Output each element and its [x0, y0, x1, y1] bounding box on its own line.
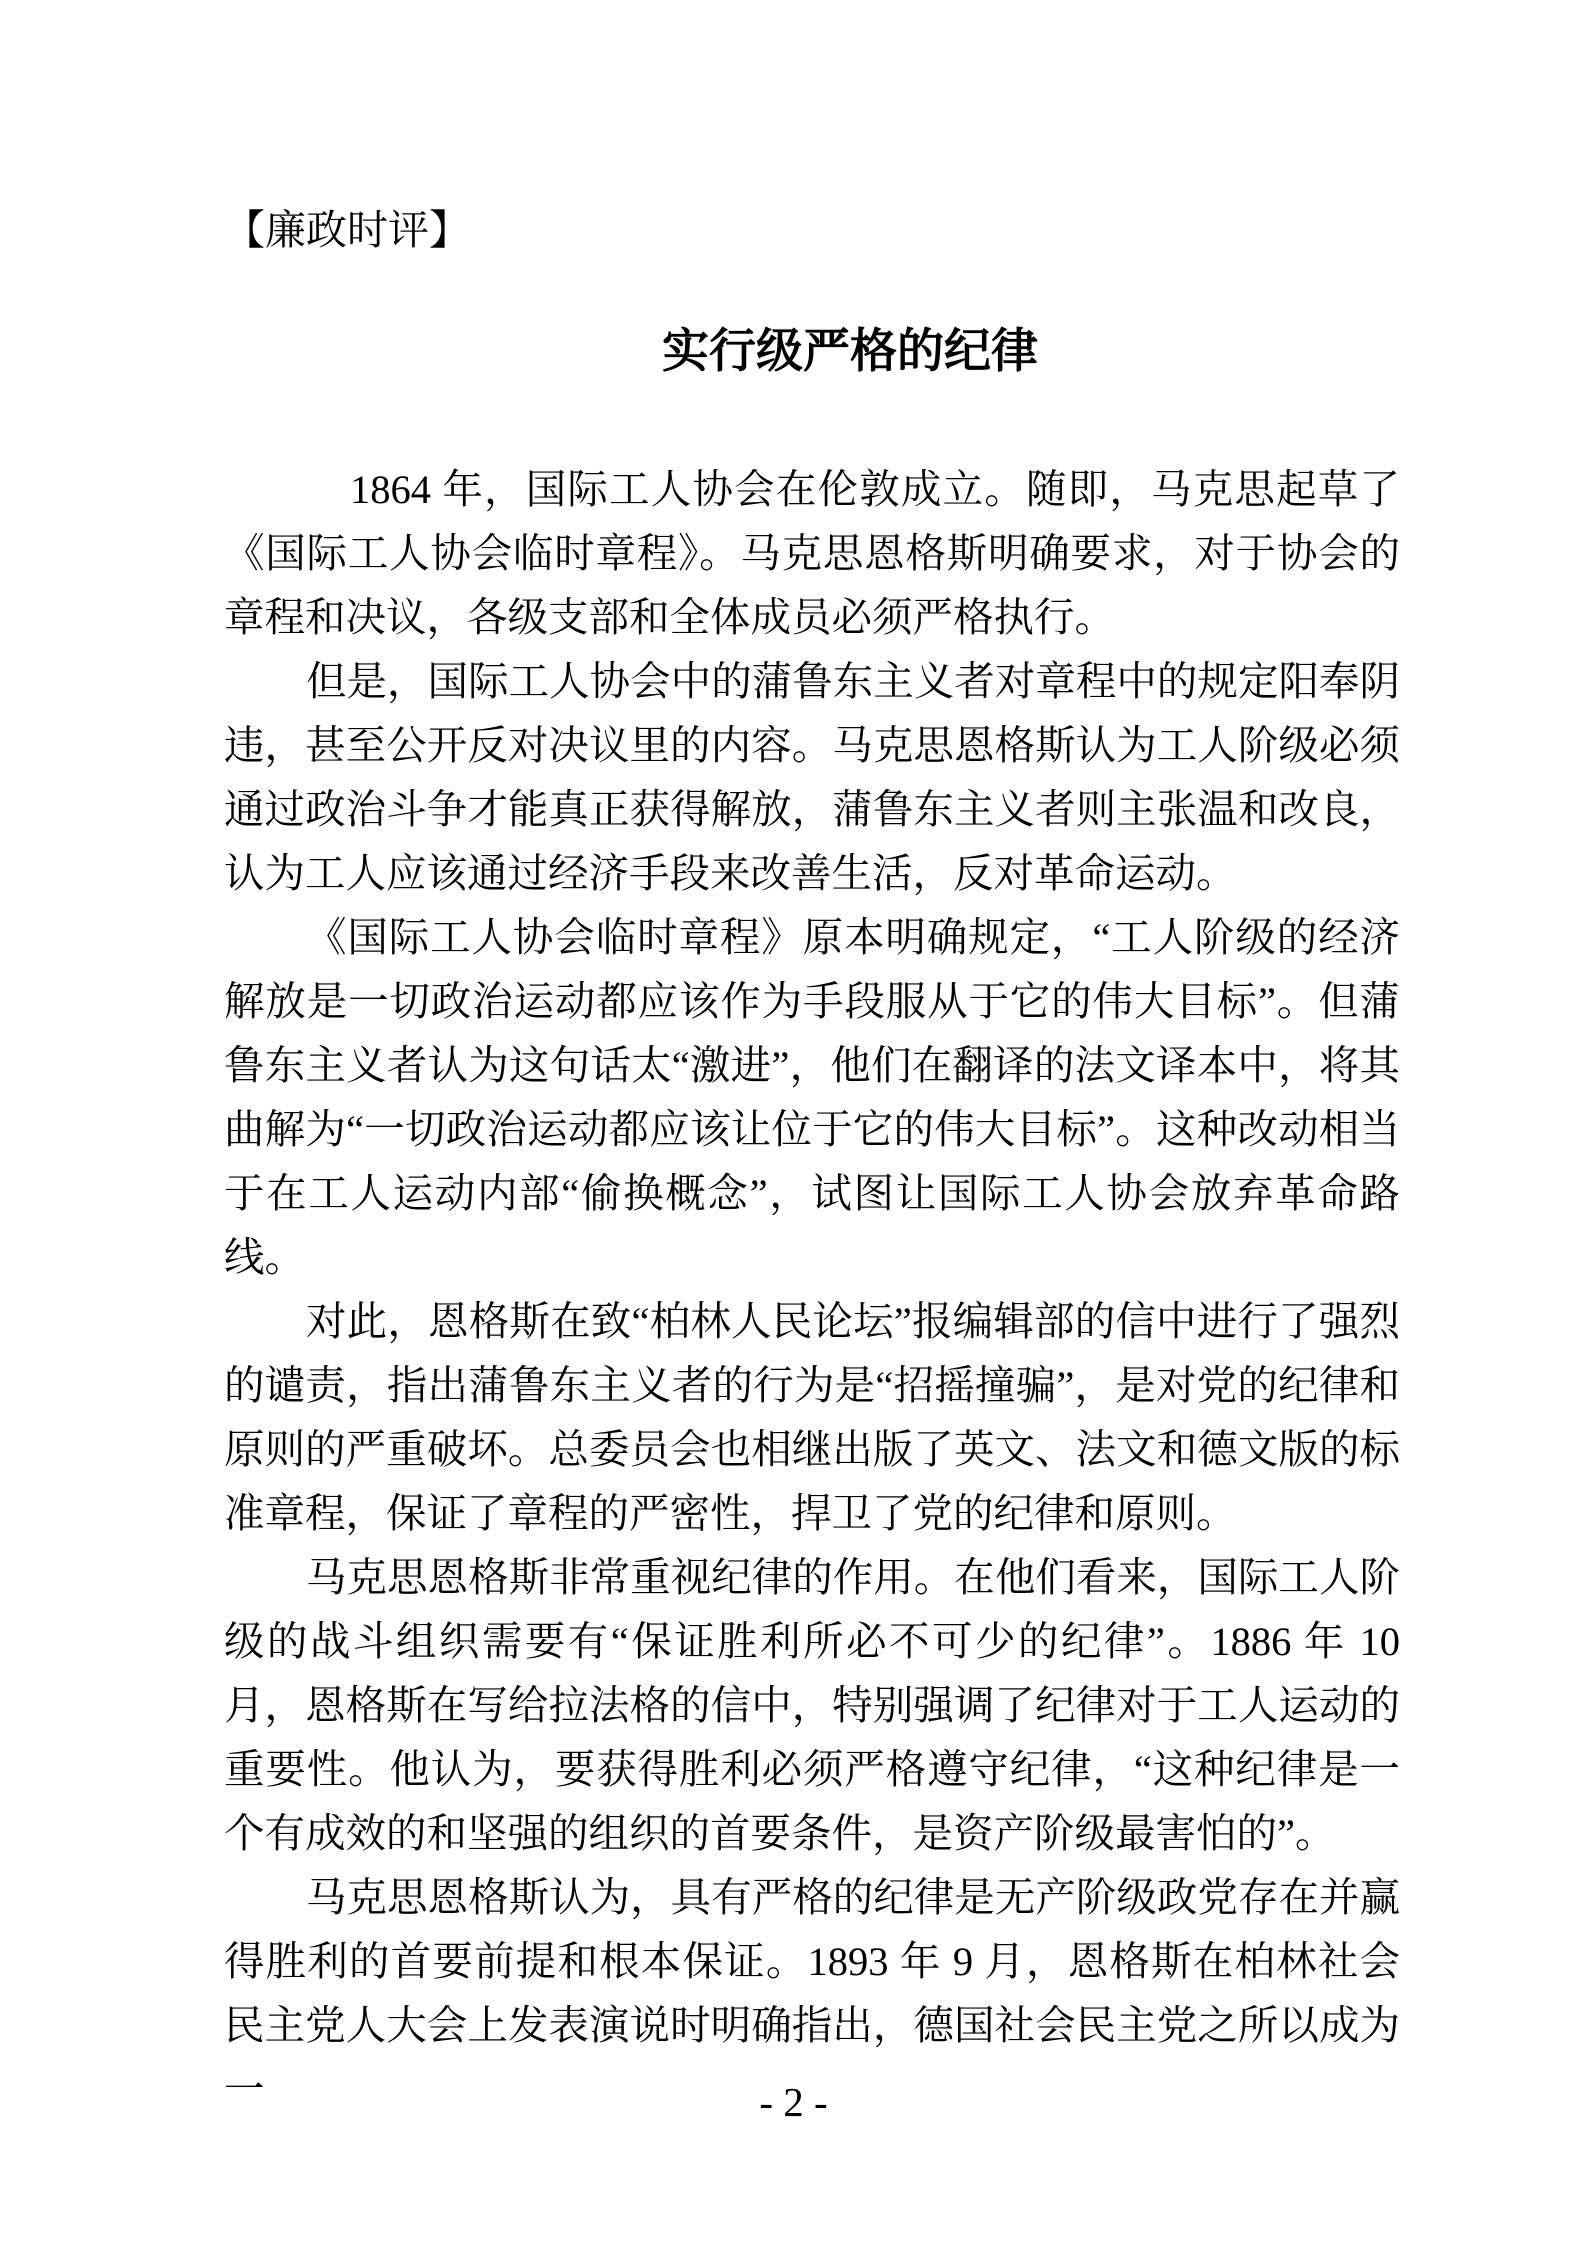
- page-number: - 2 -: [759, 2079, 828, 2125]
- paragraph-2: 但是，国际工人协会中的蒲鲁东主义者对章程中的规定阳奉阴违，甚至公开反对决议里的内容。马克思恩格斯认为工人阶级必须通过政治斗争才能真正获得解放，蒲鲁东主义者则主张温和改良，认为工人应该通过经济手段来改善生活，反对革命运动。: [224, 659, 1400, 896]
- article-body: [224, 458, 1400, 2122]
- category-tag: 【廉政时评】: [224, 207, 470, 253]
- paragraph-6: 马克思恩格斯认为，具有严格的纪律是无产阶级政党存在并赢得胜利的首要前提和根本保证。1893 年 9 月，恩格斯在柏林社会民主党人大会上发表演说时明确指出，德国社会民主党之所以成为一: [224, 1875, 1400, 2112]
- paragraph-4: 对此，恩格斯在致“柏林人民论坛”报编辑部的信中进行了强烈的谴责，指出蒲鲁东主义者的行为是“招摇撞骗”，是对党的纪律和原则的严重破坏。总委员会也相继出版了英文、法文和德文版的标准章程，保证了章程的严密性，捍卫了党的纪律和原则。: [224, 1299, 1400, 1536]
- paragraph-1: 1864 年，国际工人协会在伦敦成立。随即，马克思起草了《国际工人协会临时章程》。马克思恩格斯明确要求，对于协会的章程和决议，各级支部和全体成员必须严格执行。: [224, 467, 1400, 640]
- paragraph-5: 马克思恩格斯非常重视纪律的作用。在他们看来，国际工人阶级的战斗组织需要有“保证胜利所必不可少的纪律”。1886 年 10 月，恩格斯在写给拉法格的信中，特别强调了纪律对于工人运动的重要性。他认为，要获得胜利必须严格遵守纪律，“这种纪律是一个有成效的和坚强的组织的首要条件，是资产阶级最害怕的”。: [224, 1555, 1400, 1856]
- page-content: [224, 198, 1400, 2122]
- article-title: 实行级严格的纪律: [662, 326, 1038, 378]
- paragraph-3: 《国际工人协会临时章程》原本明确规定，“工人阶级的经济解放是一切政治运动都应该作为手段服从于它的伟大目标”。但蒲鲁东主义者认为这句话太“激进”，他们在翻译的法文译本中，将其曲解为“一切政治运动都应该让位于它的伟大目标”。这种改动相当于在工人运动内部“偷换概念”，试图让国际工人协会放弃革命路线。: [224, 915, 1400, 1280]
